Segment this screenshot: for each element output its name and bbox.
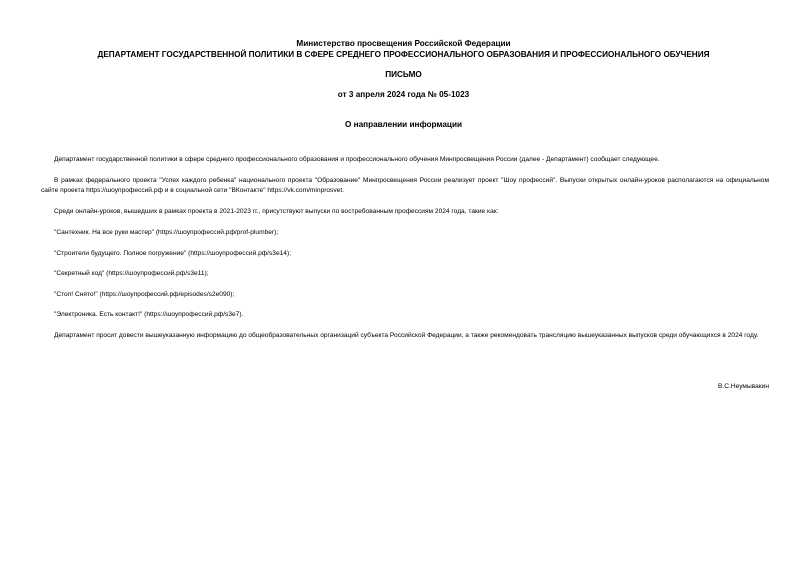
list-item [41,310,769,320]
document-date-number: от 3 апреля 2024 года № 05-1023 [337,90,470,99]
paragraph-project [41,176,769,196]
list-item-text: "Строители будущего. Полное погружение" (https://шоупрофессий.рф/s3e14); [54,250,291,257]
paragraph-text: Среди онлайн-уроков, вышедших в рамках проекта в 2021-2023 гг., присутствуют выпуски по востребованным профессиям 2024 года, такие как: [54,208,499,215]
document-subject: О направлении информации [344,120,463,129]
list-item-text: "Сантехник. На все руки мастер" (https://шоупрофессий.рф/prof-plumber); [54,229,279,236]
list-item-text: "Стоп! Снято!" (https://шоупрофессий.рф/episodes/s2e090); [54,291,235,298]
ministry-name: Министерство просвещения Российской Федерации [296,39,511,48]
paragraph-text: Департамент государственной политики в сфере среднего профессионального образования и профессионального обучения Минпросвещения России (далее - Департамент) сообщает следующее. [54,156,660,163]
paragraph-intro [41,155,769,165]
list-item [41,228,769,238]
list-item [41,269,769,279]
list-item-text: "Секретный код" (https://шоупрофессий.рф/s3e11); [54,270,209,277]
paragraph-request [41,331,769,341]
list-item [41,290,769,300]
signature-name: В.С.Неумывакин [718,383,769,390]
list-item [41,249,769,259]
department-name: ДЕПАРТАМЕНТ ГОСУДАРСТВЕННОЙ ПОЛИТИКИ В СФЕРЕ СРЕДНЕГО ПРОФЕССИОНАЛЬНОГО ОБРАЗОВАНИЯ И ПРОФЕССИОНАЛЬНОГО ОБУЧЕНИЯ [97,50,710,59]
paragraph-text: Департамент просит довести вышеуказанную информацию до общеобразовательных организаций субъекта Российской Федерации, а также рекомендовать трансляцию вышеуказанных выпусков среди обучающихся в 2024 году. [54,332,759,339]
paragraph-list-intro [41,207,769,217]
list-item-text: "Электроника. Есть контакт!" (https://шоупрофессий.рф/s3e7). [54,311,244,318]
document-type: ПИСЬМО [385,70,422,79]
paragraph-text: В рамках федерального проекта "Успех каждого ребенка" национального проекта "Образование" Минпросвещения России реализует проект "Шоу профессий". Выпуски открытых онлайн-уроков располагаются на официальном сайте проекта https://шоупрофессий.рф и в социальной сети "ВКонтакте" https://vk.com/minprosvet. [41,177,769,194]
